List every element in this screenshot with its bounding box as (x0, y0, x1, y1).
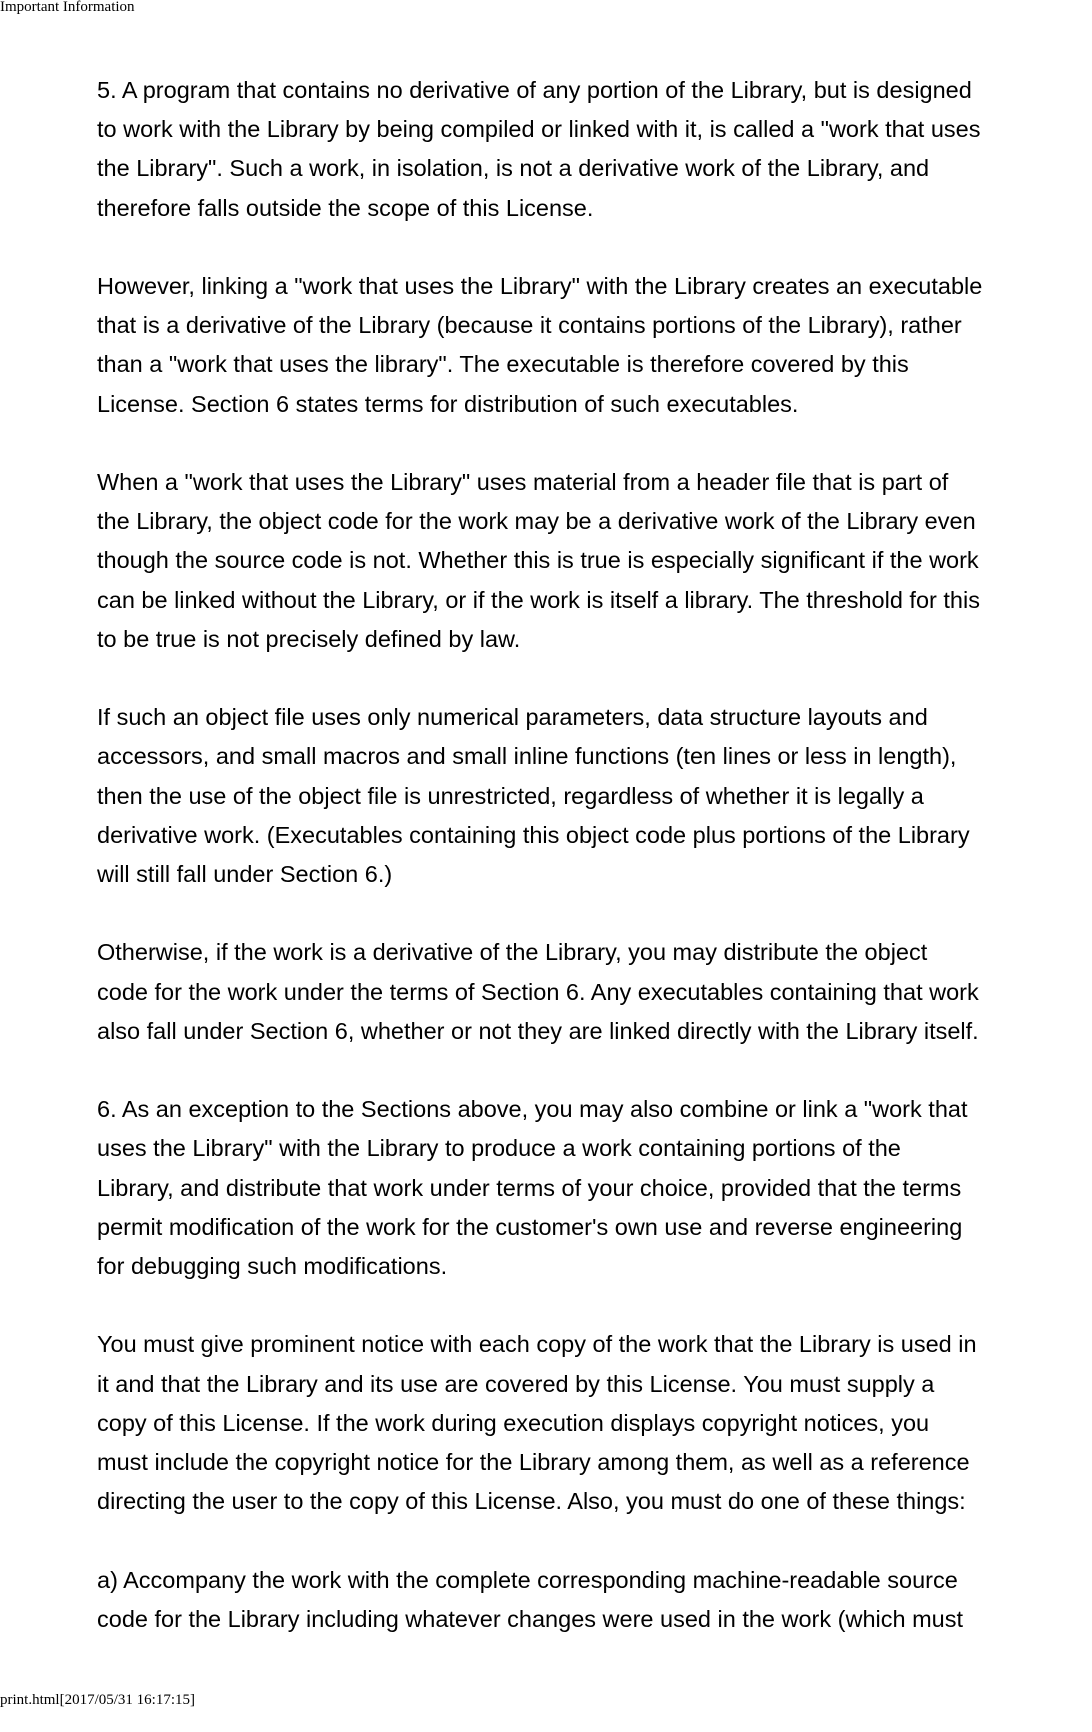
paragraph (97, 71, 1087, 228)
text-line: to work with the Library by being compiled or linked with it, is called a "work that uses (97, 116, 981, 143)
paragraph (97, 463, 1087, 659)
text-line: the Library, the object code for the work may be a derivative work of the Library even (97, 508, 976, 535)
text-line: will still fall under Section 6.) (97, 861, 393, 888)
text-line: Library, and distribute that work under terms of your choice, provided that the terms (97, 1174, 962, 1201)
text-line: though the source code is not. Whether this is true is especially significant if the work (97, 547, 979, 574)
page-footer: print.html[2017/05/31 16:17:15] (0, 1692, 195, 1708)
paragraph (97, 267, 1087, 424)
text-line: can be linked without the Library, or if the work is itself a library. The threshold for this (97, 586, 980, 613)
paragraph (97, 698, 1087, 894)
text-line: code for the Library including whatever changes were used in the work (which must (97, 1605, 964, 1632)
text-line: Otherwise, if the work is a derivative of the Library, you may distribute the object (97, 939, 928, 966)
text-line: directing the user to the copy of this License. Also, you must do one of these things: (97, 1488, 966, 1515)
text-line: copy of this License. If the work during execution displays copyright notices, you (97, 1409, 930, 1436)
page-header-title: Important Information (0, 0, 135, 15)
text-line: to be true is not precisely defined by law. (97, 625, 521, 652)
paragraph (97, 1090, 1087, 1286)
text-line: 6. As an exception to the Sections above, you may also combine or link a "work that (97, 1096, 968, 1123)
text-line: a) Accompany the work with the complete corresponding machine-readable source (97, 1566, 958, 1593)
text-line: You must give prominent notice with each copy of the work that the Library is used in (97, 1331, 977, 1358)
document-body (97, 71, 1087, 1678)
text-line: License. Section 6 states terms for distribution of such executables. (97, 390, 799, 417)
text-line: the Library". Such a work, in isolation, is not a derivative work of the Library, and (97, 155, 930, 182)
text-line: must include the copyright notice for the Library among them, as well as a reference (97, 1449, 970, 1476)
text-line: derivative work. (Executables containing this object code plus portions of the Library (97, 821, 970, 848)
text-line: If such an object file uses only numerical parameters, data structure layouts and (97, 704, 928, 731)
text-line: it and that the Library and its use are covered by this License. You must supply a (97, 1370, 935, 1397)
text-line: permit modification of the work for the customer's own use and reverse engineering (97, 1213, 963, 1240)
text-line: than a "work that uses the library". The executable is therefore covered by this (97, 351, 909, 378)
text-line: that is a derivative of the Library (because it contains portions of the Library), rather (97, 312, 962, 339)
text-line: However, linking a "work that uses the Library" with the Library creates an executable (97, 273, 983, 299)
paragraph (97, 1561, 1087, 1639)
text-line: uses the Library" with the Library to produce a work containing portions of the (97, 1135, 901, 1162)
paragraph (97, 933, 1087, 1051)
text-line: also fall under Section 6, whether or not they are linked directly with the Library itself. (97, 1017, 979, 1044)
text-line: for debugging such modifications. (97, 1253, 448, 1280)
text-line: 5. A program that contains no derivative of any portion of the Library, but is designed (97, 77, 972, 103)
text-line: then the use of the object file is unrestricted, regardless of whether it is legally a (97, 782, 924, 809)
paragraph (97, 1325, 1087, 1521)
text-line: code for the work under the terms of Section 6. Any executables containing that work (97, 978, 979, 1005)
text-line: therefore falls outside the scope of this License. (97, 194, 594, 221)
text-line: When a "work that uses the Library" uses material from a header file that is part of (97, 469, 949, 495)
text-line: accessors, and small macros and small inline functions (ten lines or less in length), (97, 743, 957, 770)
